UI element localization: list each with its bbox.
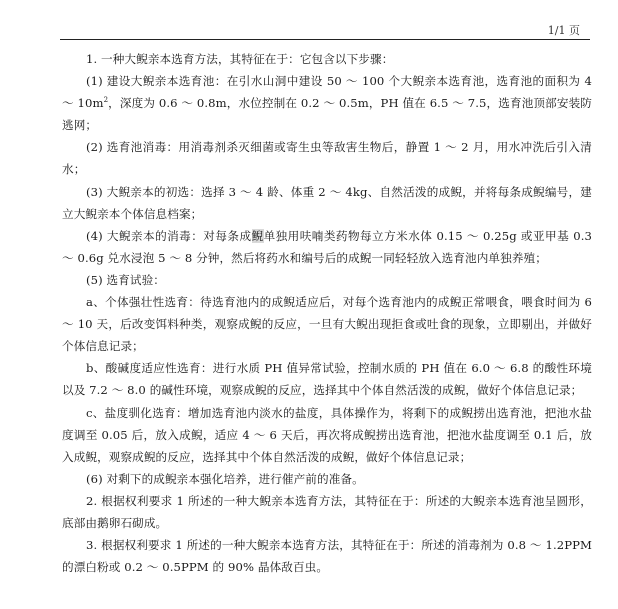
- step-4-text-b: 单独用呋喃类药物每立方米水体 0.15 ～ 0.25g 或亚甲基 0.3 ～ 0.6g 兑水浸泡 5 ～ 8 分钟，然后将药水和编号后的成鲵一同轻轻放入选育池内单独养殖；: [62, 228, 592, 265]
- claims-body: [62, 48, 592, 578]
- claim-2: 2. 根据权利要求 1 所述的一种大鲵亲本选育方法，其特征在于：所述的大鲵亲本选育池呈圆形，底部由鹅卵石砌成。: [62, 493, 592, 530]
- step-1-build-pool: [62, 70, 592, 136]
- step-1-text-a: (1) 建设大鲵亲本选育池：在引水山洞中建设 50 ～ 100 个大鲵亲本选育池，选育池的面积为 4 ～ 10m: [62, 74, 592, 111]
- claim-1-intro: 1. 一种大鲵亲本选育方法，其特征在于：它包含以下步骤：: [86, 52, 394, 66]
- step-5a-strength: a、个体强壮性选育：待选育池内的成鲵适应后，对每个选育池内的成鲵正常喂食，喂食时间为 6 ～ 10 天，后改变饵料种类，观察成鲵的反应，一旦有大鲵出现拒食或吐食的现象，立即剔出，并做好个体信息记录；: [62, 295, 592, 354]
- step-5-heading: (5) 选育试验：: [86, 272, 165, 287]
- step-2-disinfect-pool: (2) 选育池消毒：用消毒剂杀灭细菌或寄生虫等敌害生物后，静置 1 ～ 2 月，用水冲洗后引入清水；: [62, 140, 592, 177]
- claim-3: 3. 根据权利要求 1 所述的一种大鲵亲本选育方法，其特征在于：所述的消毒剂为 0.8 ～ 1.2PPM 的漂白粉或 0.2 ～ 0.5PPM 的 90% 晶体敌百虫。: [62, 538, 592, 575]
- step-5c-salinity: c、盐度驯化选育：增加选育池内淡水的盐度，具体操作为，将剩下的成鲵捞出选育池，把池水盐度调至 0.05 后，放入成鲵，适应 4 ～ 6 天后，再次将成鲵捞出选育池，把池水盐度调至 0.1 后，放入成鲵，观察成鲵的反应，选择其中个体自然活泼的成鲵，做好个体信息记录；: [62, 405, 592, 464]
- step-4-disinfect-parents: [62, 225, 592, 269]
- step-4-text-a: (4) 大鲵亲本的消毒：对每条成: [86, 228, 252, 243]
- page-number: 1/1 页: [547, 24, 580, 37]
- header-rule: [60, 39, 590, 40]
- superscript-2: 2: [103, 96, 109, 105]
- highlighted-character: 鲵: [251, 228, 264, 243]
- step-5b-ph: b、酸碱度适应性选育：进行水质 PH 值异常试验，控制水质的 PH 值在 6.0 ～ 6.8 的酸性环境以及 7.2 ～ 8.0 的碱性环境，观察成鲵的反应，选择其中个体自然活泼的成鲵，做好个体信息记录；: [62, 361, 592, 398]
- step-6-prep: (6) 对剩下的成鲵亲本强化培养，进行催产前的准备。: [86, 471, 364, 486]
- step-3-initial-selection: (3) 大鲵亲本的初选：选择 3 ～ 4 龄、体重 2 ～ 4kg、自然活泼的成鲵，并将每条成鲵编号，建立大鲵亲本个体信息档案；: [62, 184, 592, 221]
- step-1-text-b: ，深度为 0.6 ～ 0.8m，水位控制在 0.2 ～ 0.5m，PH 值在 6.5 ～ 7.5，选育池顶部安装防逃网；: [62, 96, 592, 133]
